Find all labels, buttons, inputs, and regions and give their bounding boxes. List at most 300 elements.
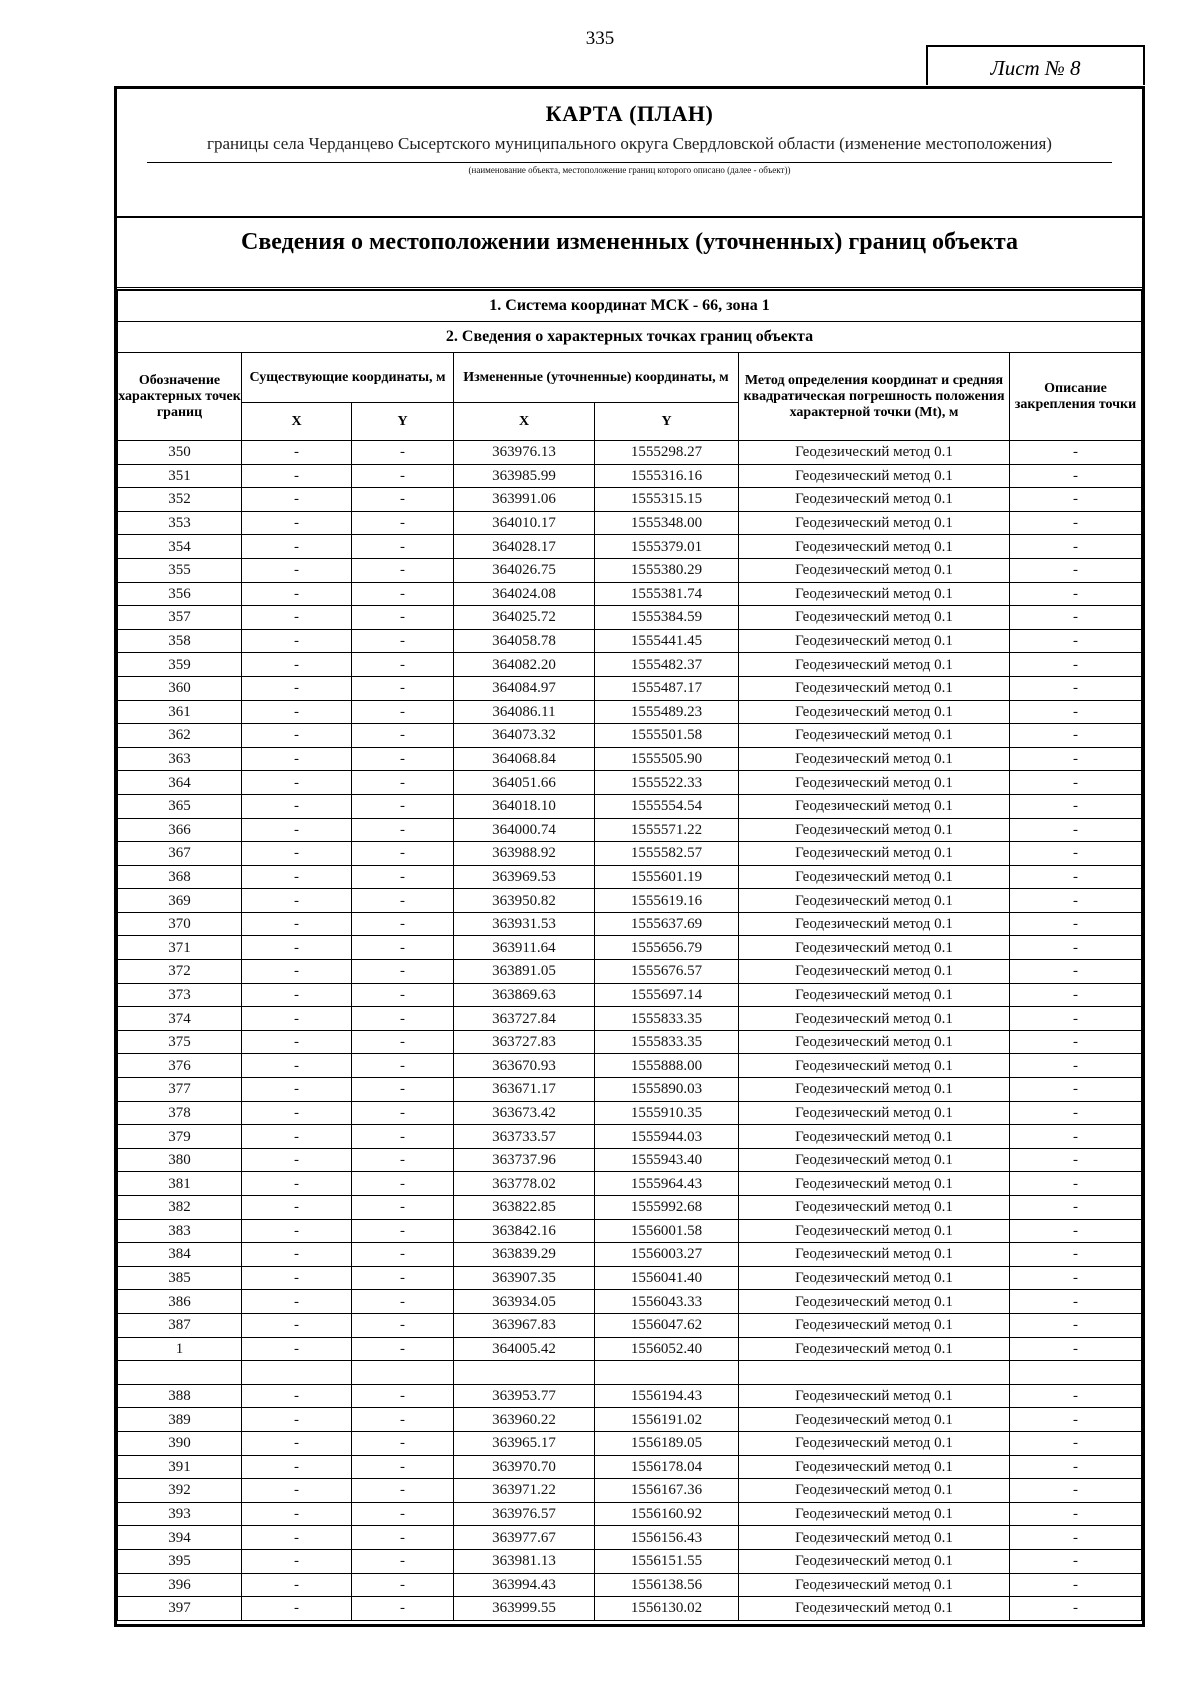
cell-existing-y: - [352, 1455, 454, 1479]
cell-changed-x: 363911.64 [454, 936, 595, 960]
cell-changed-x: 364058.78 [454, 629, 595, 653]
cell-existing-x: - [242, 582, 352, 606]
cell-method: Геодезический метод 0.1 [739, 889, 1010, 913]
cell-changed-x: 364026.75 [454, 558, 595, 582]
cell-changed-y: 1556167.36 [595, 1479, 739, 1503]
cell-changed-x: 364025.72 [454, 606, 595, 630]
cell-point: 383 [118, 1219, 242, 1243]
col-method-header: Метод определения координат и средняя квадратическая погрешность положения характерной точки (Mt), м [739, 353, 1010, 441]
cell-existing-y: - [352, 606, 454, 630]
cell-changed-x: 363991.06 [454, 488, 595, 512]
table-row [118, 441, 1142, 465]
cell-method: Геодезический метод 0.1 [739, 747, 1010, 771]
col-existing-x-header: X [242, 403, 352, 441]
cell-existing-x: - [242, 1384, 352, 1408]
cell-method: Геодезический метод 0.1 [739, 842, 1010, 866]
cell-method: Геодезический метод 0.1 [739, 865, 1010, 889]
cell-description: - [1010, 464, 1142, 488]
cell-existing-x: - [242, 535, 352, 559]
cell-method: Геодезический метод 0.1 [739, 1573, 1010, 1597]
cell-point: 380 [118, 1148, 242, 1172]
cell-description: - [1010, 535, 1142, 559]
cell-changed-x: 364010.17 [454, 511, 595, 535]
cell-changed-x: 363727.83 [454, 1030, 595, 1054]
cell-point: 362 [118, 724, 242, 748]
cell-description: - [1010, 1313, 1142, 1337]
cell-existing-y: - [352, 1384, 454, 1408]
cell-existing-y: - [352, 1502, 454, 1526]
table-row [118, 1479, 1142, 1503]
cell-changed-y: 1556178.04 [595, 1455, 739, 1479]
table-row [118, 1408, 1142, 1432]
col-changed-x-header: X [454, 403, 595, 441]
cell-changed-y: 1555298.27 [595, 441, 739, 465]
cell-point: 363 [118, 747, 242, 771]
cell-existing-y: - [352, 936, 454, 960]
cell-point: 382 [118, 1196, 242, 1220]
cell-changed-x: 363970.70 [454, 1455, 595, 1479]
cell-existing-y: - [352, 1313, 454, 1337]
table-row [118, 747, 1142, 771]
cell-point: 376 [118, 1054, 242, 1078]
cell-existing-y: - [352, 1597, 454, 1621]
table-row [118, 818, 1142, 842]
cell-point: 369 [118, 889, 242, 913]
cell-description: - [1010, 511, 1142, 535]
table-row [118, 1337, 1142, 1361]
cell-changed-y: 1555554.54 [595, 794, 739, 818]
cell-method: Геодезический метод 0.1 [739, 464, 1010, 488]
cell-description: - [1010, 1125, 1142, 1149]
cell-point: 387 [118, 1313, 242, 1337]
cell-changed-y: 1555964.43 [595, 1172, 739, 1196]
cell-existing-x: - [242, 558, 352, 582]
cell-method: Геодезический метод 0.1 [739, 794, 1010, 818]
cell-method: Геодезический метод 0.1 [739, 1479, 1010, 1503]
cell-existing-y: - [352, 960, 454, 984]
cell-point: 365 [118, 794, 242, 818]
cell-changed-y: 1555992.68 [595, 1196, 739, 1220]
page-number: 335 [585, 28, 615, 49]
document-frame [114, 86, 1145, 1627]
cell-changed-x: 363967.83 [454, 1313, 595, 1337]
cell-existing-y: - [352, 912, 454, 936]
cell-point: 374 [118, 1007, 242, 1031]
cell-method: Геодезический метод 0.1 [739, 1549, 1010, 1573]
cell-existing-y: - [352, 1196, 454, 1220]
cell-point: 378 [118, 1101, 242, 1125]
cell-point: 394 [118, 1526, 242, 1550]
table-row [118, 511, 1142, 535]
table-row [118, 464, 1142, 488]
cell-description: - [1010, 912, 1142, 936]
cell-changed-y: 1555482.37 [595, 653, 739, 677]
cell-existing-y: - [352, 511, 454, 535]
cell-changed-x: 363985.99 [454, 464, 595, 488]
cell-point: 388 [118, 1384, 242, 1408]
cell-existing-y: - [352, 1219, 454, 1243]
cell-point: 358 [118, 629, 242, 653]
cell-method: Геодезический метод 0.1 [739, 818, 1010, 842]
cell-existing-x: - [242, 794, 352, 818]
cell-changed-y: 1555944.03 [595, 1125, 739, 1149]
cell-existing-y: - [352, 1172, 454, 1196]
cell-description: - [1010, 1573, 1142, 1597]
cell-description: - [1010, 983, 1142, 1007]
cell-changed-x: 364000.74 [454, 818, 595, 842]
cell-changed-y: 1556194.43 [595, 1384, 739, 1408]
cell-description: - [1010, 936, 1142, 960]
cell-point: 373 [118, 983, 242, 1007]
cell-existing-y: - [352, 1054, 454, 1078]
cell-description: - [1010, 1502, 1142, 1526]
cell-existing-y: - [352, 1101, 454, 1125]
cell-point: 371 [118, 936, 242, 960]
cell-point: 395 [118, 1549, 242, 1573]
cell-changed-y: 1556191.02 [595, 1408, 739, 1432]
cell-changed-y: 1555381.74 [595, 582, 739, 606]
cell-description: - [1010, 1243, 1142, 1267]
cell-existing-x [242, 1361, 352, 1385]
cell-changed-y [595, 1361, 739, 1385]
cell-description: - [1010, 794, 1142, 818]
cell-description: - [1010, 1148, 1142, 1172]
cell-description: - [1010, 1078, 1142, 1102]
table-row [118, 1078, 1142, 1102]
cell-point: 368 [118, 865, 242, 889]
cell-changed-y: 1556156.43 [595, 1526, 739, 1550]
cell-point: 385 [118, 1266, 242, 1290]
table-row [118, 488, 1142, 512]
cell-changed-y: 1555637.69 [595, 912, 739, 936]
cell-description: - [1010, 1455, 1142, 1479]
cell-changed-y: 1556151.55 [595, 1549, 739, 1573]
cell-changed-y: 1555384.59 [595, 606, 739, 630]
cell-description: - [1010, 1549, 1142, 1573]
points-table-body [118, 441, 1142, 1621]
cell-method: Геодезический метод 0.1 [739, 960, 1010, 984]
cell-existing-y: - [352, 842, 454, 866]
cell-existing-y: - [352, 1549, 454, 1573]
cell-changed-y: 1556130.02 [595, 1597, 739, 1621]
table-row [118, 1290, 1142, 1314]
cell-point: 366 [118, 818, 242, 842]
cell-existing-x: - [242, 488, 352, 512]
points-heading-row: 2. Сведения о характерных точках границ объекта [118, 322, 1142, 353]
cell-point: 384 [118, 1243, 242, 1267]
cell-existing-x: - [242, 606, 352, 630]
cell-method: Геодезический метод 0.1 [739, 1502, 1010, 1526]
table-row [118, 629, 1142, 653]
cell-changed-x: 363981.13 [454, 1549, 595, 1573]
document-subtitle: границы села Черданцево Сысертского муниципального округа Свердловской области (изменение местоположения) [207, 134, 1052, 153]
cell-changed-x: 363999.55 [454, 1597, 595, 1621]
cell-existing-y: - [352, 582, 454, 606]
cell-description: - [1010, 1054, 1142, 1078]
cell-changed-y: 1555380.29 [595, 558, 739, 582]
coord-system-row: 1. Система координат МСК - 66, зона 1 [118, 291, 1142, 322]
cell-existing-x: - [242, 1172, 352, 1196]
cell-point: 359 [118, 653, 242, 677]
cell-existing-x: - [242, 747, 352, 771]
table-row [118, 535, 1142, 559]
cell-description: - [1010, 558, 1142, 582]
cell-description: - [1010, 441, 1142, 465]
cell-existing-y: - [352, 1007, 454, 1031]
cell-existing-y: - [352, 724, 454, 748]
cell-changed-y: 1556160.92 [595, 1502, 739, 1526]
cell-description: - [1010, 1030, 1142, 1054]
cell-method: Геодезический метод 0.1 [739, 724, 1010, 748]
table-row [118, 1125, 1142, 1149]
cell-changed-x: 363778.02 [454, 1172, 595, 1196]
col-description-header: Описание закрепления точки [1010, 353, 1142, 441]
cell-description: - [1010, 842, 1142, 866]
cell-changed-y: 1555315.15 [595, 488, 739, 512]
cell-description: - [1010, 1007, 1142, 1031]
cell-changed-x: 364024.08 [454, 582, 595, 606]
cell-existing-x: - [242, 1078, 352, 1102]
table-row [118, 1549, 1142, 1573]
cell-existing-y: - [352, 1030, 454, 1054]
cell-existing-x: - [242, 1243, 352, 1267]
cell-existing-y: - [352, 1408, 454, 1432]
cell-method: Геодезический метод 0.1 [739, 511, 1010, 535]
cell-existing-y: - [352, 441, 454, 465]
cell-changed-x: 363969.53 [454, 865, 595, 889]
cell-changed-y: 1556052.40 [595, 1337, 739, 1361]
cell-method: Геодезический метод 0.1 [739, 1384, 1010, 1408]
cell-method: Геодезический метод 0.1 [739, 912, 1010, 936]
cell-description: - [1010, 818, 1142, 842]
table-row [118, 1573, 1142, 1597]
cell-existing-x: - [242, 1526, 352, 1550]
cell-existing-y: - [352, 1125, 454, 1149]
cell-changed-y: 1555441.45 [595, 629, 739, 653]
cell-point [118, 1361, 242, 1385]
cell-existing-x: - [242, 983, 352, 1007]
cell-changed-x: 364028.17 [454, 535, 595, 559]
cell-point: 351 [118, 464, 242, 488]
cell-changed-x: 364084.97 [454, 676, 595, 700]
cell-existing-x: - [242, 1054, 352, 1078]
cell-description: - [1010, 960, 1142, 984]
cell-changed-y: 1555943.40 [595, 1148, 739, 1172]
cell-description: - [1010, 1266, 1142, 1290]
cell-point: 392 [118, 1479, 242, 1503]
cell-changed-x: 364073.32 [454, 724, 595, 748]
table-row [118, 1148, 1142, 1172]
table-row [118, 1431, 1142, 1455]
cell-changed-y: 1555697.14 [595, 983, 739, 1007]
cell-changed-y: 1555888.00 [595, 1054, 739, 1078]
cell-description: - [1010, 582, 1142, 606]
table-row [118, 960, 1142, 984]
cell-changed-x: 363976.13 [454, 441, 595, 465]
cell-existing-x: - [242, 1597, 352, 1621]
cell-changed-y: 1555379.01 [595, 535, 739, 559]
cell-changed-y: 1555348.00 [595, 511, 739, 535]
cell-method: Геодезический метод 0.1 [739, 1148, 1010, 1172]
cell-changed-x: 363931.53 [454, 912, 595, 936]
cell-existing-x: - [242, 1455, 352, 1479]
cell-description: - [1010, 1597, 1142, 1621]
cell-point: 397 [118, 1597, 242, 1621]
cell-existing-x: - [242, 1219, 352, 1243]
cell-point: 364 [118, 771, 242, 795]
table-row [118, 676, 1142, 700]
cell-existing-y: - [352, 771, 454, 795]
cell-existing-x: - [242, 653, 352, 677]
cell-existing-x: - [242, 1337, 352, 1361]
cell-description: - [1010, 1290, 1142, 1314]
cell-changed-y: 1555656.79 [595, 936, 739, 960]
table-row [118, 1219, 1142, 1243]
cell-method: Геодезический метод 0.1 [739, 441, 1010, 465]
cell-point: 355 [118, 558, 242, 582]
cell-existing-x: - [242, 1431, 352, 1455]
cell-point: 356 [118, 582, 242, 606]
cell-description: - [1010, 629, 1142, 653]
cell-description: - [1010, 771, 1142, 795]
cell-changed-y: 1556138.56 [595, 1573, 739, 1597]
table-row [118, 1455, 1142, 1479]
cell-method: Геодезический метод 0.1 [739, 676, 1010, 700]
cell-method: Геодезический метод 0.1 [739, 1054, 1010, 1078]
cell-changed-x: 363839.29 [454, 1243, 595, 1267]
cell-existing-x: - [242, 1148, 352, 1172]
cell-point: 357 [118, 606, 242, 630]
table-row [118, 1384, 1142, 1408]
cell-changed-x: 364018.10 [454, 794, 595, 818]
table-row [118, 889, 1142, 913]
table-row [118, 983, 1142, 1007]
cell-method: Геодезический метод 0.1 [739, 771, 1010, 795]
cell-method: Геодезический метод 0.1 [739, 1337, 1010, 1361]
cell-method: Геодезический метод 0.1 [739, 582, 1010, 606]
cell-existing-y: - [352, 1290, 454, 1314]
cell-changed-x: 364082.20 [454, 653, 595, 677]
table-row [118, 1502, 1142, 1526]
cell-existing-y: - [352, 983, 454, 1007]
cell-description: - [1010, 1384, 1142, 1408]
cell-existing-x: - [242, 464, 352, 488]
object-note: (наименование объекта, местоположение границ которого описано (далее - объект)) [147, 162, 1112, 177]
cell-existing-x: - [242, 1408, 352, 1432]
cell-method: Геодезический метод 0.1 [739, 1526, 1010, 1550]
cell-point: 361 [118, 700, 242, 724]
cell-method: Геодезический метод 0.1 [739, 1125, 1010, 1149]
cell-existing-y: - [352, 700, 454, 724]
title-block [117, 89, 1142, 218]
cell-changed-x [454, 1361, 595, 1385]
cell-existing-x: - [242, 912, 352, 936]
cell-existing-x: - [242, 1007, 352, 1031]
table-row [118, 1030, 1142, 1054]
cell-method: Геодезический метод 0.1 [739, 1455, 1010, 1479]
cell-point: 372 [118, 960, 242, 984]
table-row [118, 1526, 1142, 1550]
cell-method: Геодезический метод 0.1 [739, 1408, 1010, 1432]
cell-method: Геодезический метод 0.1 [739, 1431, 1010, 1455]
cell-existing-y: - [352, 1078, 454, 1102]
cell-changed-x: 364051.66 [454, 771, 595, 795]
cell-point: 379 [118, 1125, 242, 1149]
cell-changed-x: 363934.05 [454, 1290, 595, 1314]
document-title: КАРТА (ПЛАН) [545, 101, 714, 126]
cell-changed-y: 1556001.58 [595, 1219, 739, 1243]
cell-existing-x: - [242, 1573, 352, 1597]
table-row [118, 606, 1142, 630]
points-table [117, 290, 1142, 1621]
cell-method: Геодезический метод 0.1 [739, 1172, 1010, 1196]
cell-changed-y: 1555676.57 [595, 960, 739, 984]
cell-method: Геодезический метод 0.1 [739, 653, 1010, 677]
cell-changed-x: 363733.57 [454, 1125, 595, 1149]
cell-description: - [1010, 1219, 1142, 1243]
cell-changed-y: 1555619.16 [595, 889, 739, 913]
table-row [118, 842, 1142, 866]
cell-method: Геодезический метод 0.1 [739, 1290, 1010, 1314]
cell-changed-y: 1555910.35 [595, 1101, 739, 1125]
cell-point: 377 [118, 1078, 242, 1102]
cell-existing-x: - [242, 842, 352, 866]
cell-description: - [1010, 1408, 1142, 1432]
cell-point: 375 [118, 1030, 242, 1054]
cell-existing-x: - [242, 960, 352, 984]
cell-method: Геодезический метод 0.1 [739, 629, 1010, 653]
cell-point: 390 [118, 1431, 242, 1455]
cell-method: Геодезический метод 0.1 [739, 700, 1010, 724]
cell-point: 396 [118, 1573, 242, 1597]
table-row [118, 582, 1142, 606]
cell-method: Геодезический метод 0.1 [739, 1007, 1010, 1031]
cell-changed-x: 364068.84 [454, 747, 595, 771]
table-row [118, 1196, 1142, 1220]
cell-existing-y: - [352, 747, 454, 771]
cell-existing-x: - [242, 889, 352, 913]
cell-changed-y: 1555316.16 [595, 464, 739, 488]
cell-description: - [1010, 1101, 1142, 1125]
cell-method: Геодезический метод 0.1 [739, 488, 1010, 512]
cell-description: - [1010, 700, 1142, 724]
cell-changed-y: 1556003.27 [595, 1243, 739, 1267]
cell-changed-x: 363971.22 [454, 1479, 595, 1503]
cell-changed-y: 1555833.35 [595, 1030, 739, 1054]
cell-existing-x: - [242, 1313, 352, 1337]
cell-method: Геодезический метод 0.1 [739, 1219, 1010, 1243]
cell-existing-x: - [242, 818, 352, 842]
cell-existing-x: - [242, 1549, 352, 1573]
cell-existing-y: - [352, 1431, 454, 1455]
cell-description: - [1010, 1172, 1142, 1196]
cell-changed-x: 363988.92 [454, 842, 595, 866]
cell-changed-y: 1556047.62 [595, 1313, 739, 1337]
cell-existing-x: - [242, 724, 352, 748]
table-row [118, 771, 1142, 795]
cell-existing-y: - [352, 1337, 454, 1361]
cell-changed-y: 1555582.57 [595, 842, 739, 866]
table-row [118, 1266, 1142, 1290]
table-row [118, 1054, 1142, 1078]
cell-existing-x: - [242, 1101, 352, 1125]
table-row [118, 1597, 1142, 1621]
sheet-label: Лист № 8 [926, 45, 1145, 85]
table-row [118, 724, 1142, 748]
cell-changed-y: 1556041.40 [595, 1266, 739, 1290]
table-row [118, 865, 1142, 889]
table-row [118, 1101, 1142, 1125]
